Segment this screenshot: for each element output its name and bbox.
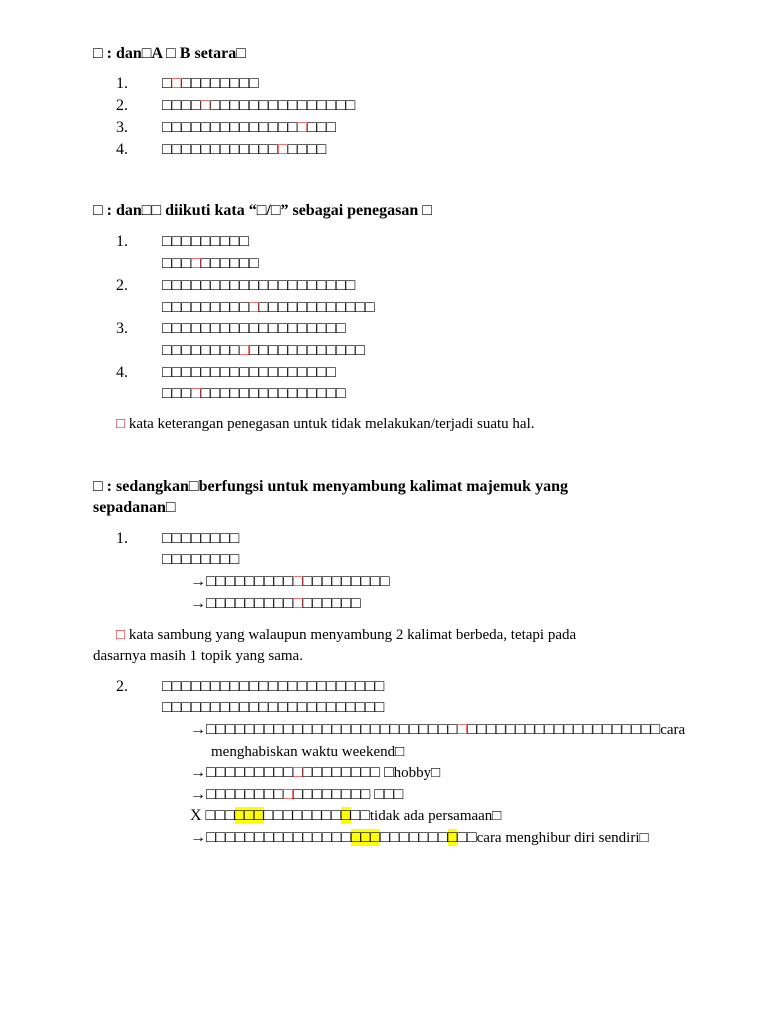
list-number: 3. (116, 320, 128, 337)
list-item-line: □□□□□□□□ (162, 530, 240, 547)
list-item-line: □□□□□□□□□ (162, 233, 249, 250)
arrow-line: →□□□□□□□□□□□□□□□□□□ □hobby□ (190, 764, 441, 781)
note-marker: □ (116, 416, 126, 432)
list-item-line: □□□□□□□□□□□□□□□□□□□ (162, 385, 346, 402)
list-item-line: □□□□□□□□□□□□□□□□□□□□ (162, 277, 356, 294)
list-item-line: □□□□□□□□□□□□□□□□□□□□□ (162, 342, 365, 359)
arrow-line-cont: menghabiskan waktu weekend□ (211, 744, 405, 760)
section-2-heading: □ : dan□□ diikuti kata “□/□” sebagai penegasan □ (93, 202, 432, 219)
highlight: □□□ (234, 807, 264, 824)
list-number: 2. (116, 97, 128, 114)
list-item-line: □□□□□□□□ (162, 551, 240, 568)
list-number: 1. (116, 530, 128, 547)
list-item-line: □□□□□□□□□□□□□□□□□□□□□□ (162, 299, 375, 316)
list-item-line: □□□□□□□□□□□□□□□□□□□ (162, 320, 346, 337)
cross-line: X □□□□□□□□□□□□□□□□□tidak ada persamaan□ (190, 807, 502, 824)
list-number: 1. (116, 75, 128, 92)
list-item-line: □□□□□□□□□□□□□□□□□□ (162, 364, 336, 381)
highlight: □ (447, 829, 458, 846)
list-item: □□□□□□□□□□ (162, 75, 259, 92)
highlight: □□□ (350, 829, 380, 846)
section-3-heading-cont: sepadanan□ (93, 499, 176, 516)
arrow-line: →□□□□□□□□□□□□□□□□ (190, 595, 361, 612)
note-marker: □ (116, 627, 126, 643)
note-paragraph-cont: dasarnya masih 1 topik yang sama. (93, 648, 303, 664)
list-item-line: □□□□□□□□□□ (162, 255, 259, 272)
list-number: 3. (116, 119, 128, 136)
arrow-line: →□□□□□□□□□□□□□□□□□□□□□□□□□□□□□□□□□□□□□□□□□□□□□□□cara (190, 721, 686, 738)
list-item-line: □□□□□□□□□□□□□□□□□□□□□□□ (162, 678, 385, 695)
section-1-heading: □ : dan□A □ B setara□ (93, 45, 246, 62)
arrow-line: →□□□□□□□□□□□□□□□□□ □□□ (190, 786, 404, 803)
arrow-line: →□□□□□□□□□□□□□□□□□□□ (190, 573, 390, 590)
list-number: 2. (116, 678, 128, 695)
list-item: □□□□□□□□□□□□□□□□□□ (162, 119, 336, 136)
list-item: □□□□□□□□□□□□□□□□□□□□ (162, 97, 356, 114)
list-number: 4. (116, 141, 128, 158)
note-paragraph: □ kata sambung yang walaupun menyambung 2 kalimat berbeda, tetapi pada (116, 627, 577, 643)
list-number: 1. (116, 233, 128, 250)
list-item: □□□□□□□□□□□□□□□□□ (162, 141, 327, 158)
highlight: □ (340, 807, 351, 824)
arrow-line: →□□□□□□□□□□□□□□□□□□□□□□□□□□□□cara menghibur diri sendiri□ (190, 829, 649, 846)
note-paragraph: □ kata keterangan penegasan untuk tidak melakukan/terjadi suatu hal. (116, 416, 535, 432)
list-number: 2. (116, 277, 128, 294)
section-3-heading: □ : sedangkan□berfungsi untuk menyambung kalimat majemuk yang (93, 478, 568, 495)
list-number: 4. (116, 364, 128, 381)
list-item-line: □□□□□□□□□□□□□□□□□□□□□□□ (162, 699, 385, 716)
